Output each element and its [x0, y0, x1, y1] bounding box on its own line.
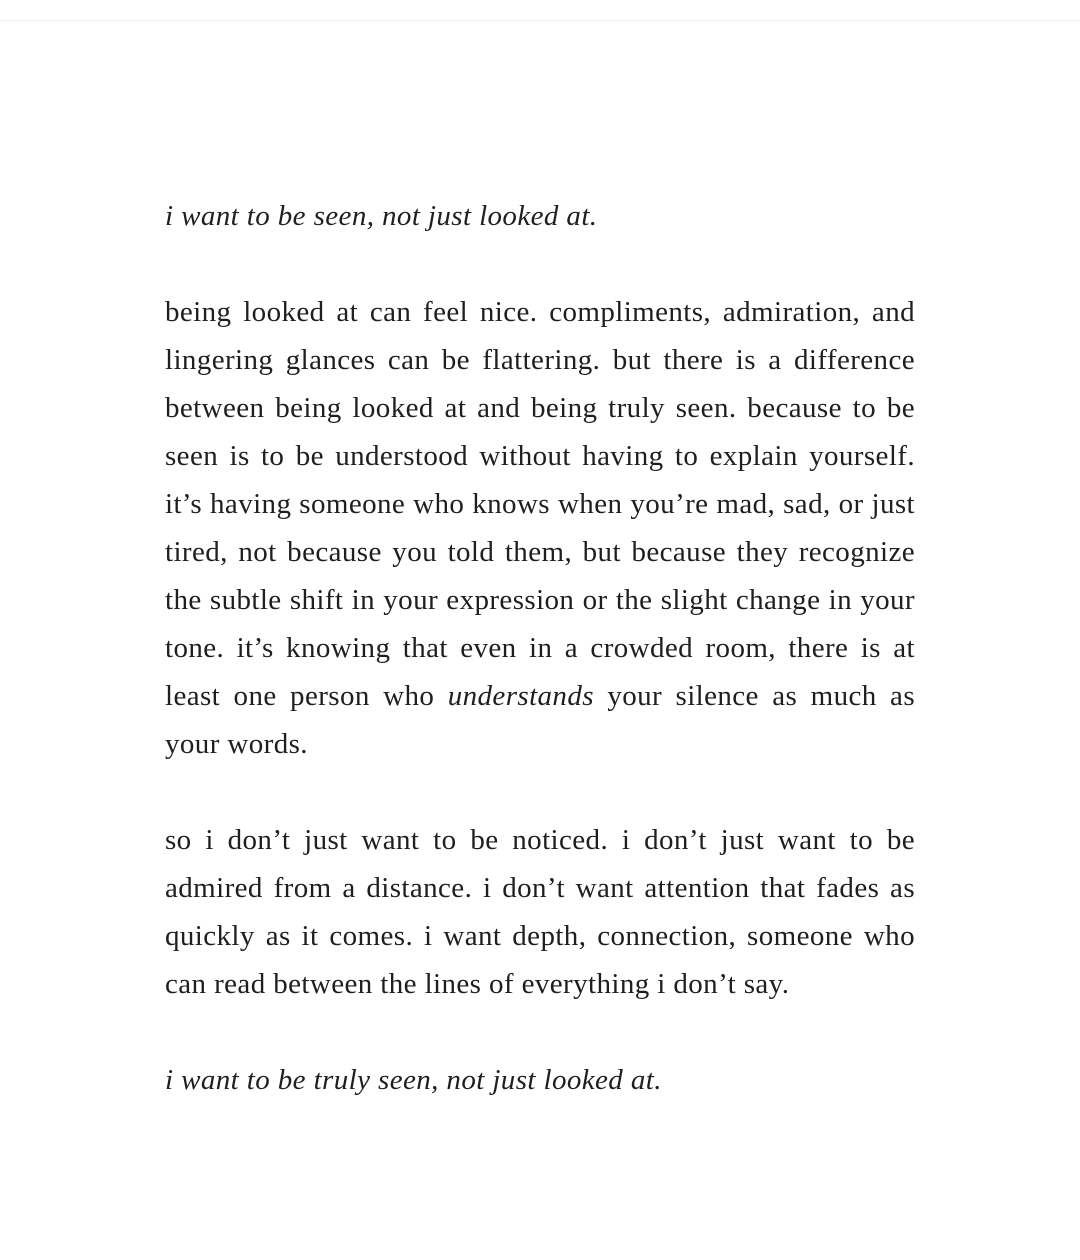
stanza-gap: [165, 768, 915, 816]
opening-line: i want to be seen, not just looked at.: [165, 200, 598, 232]
paragraph-one-text-end: your silence as much as your words.: [165, 680, 916, 760]
stanza-gap: [165, 240, 915, 288]
closing-line: i want to be truly seen, not just looked at.: [165, 1064, 662, 1096]
emphasized-word: understands: [447, 680, 594, 712]
paragraph-one-text-start: being looked at can feel nice. compliments, admiration, and lingering glances can be flattering. but there is a difference between being looked at and being truly seen. because to be seen is to be understood without having to explain yourself. it’s having someone who knows when you’re mad, sad, or just tired, not because you told them, but because they recognize the subtle shift in your expression or the slight change in your tone. it’s knowing that even in a crowded room, there is at least one person who: [165, 296, 915, 712]
top-divider: [0, 20, 1080, 21]
poem-text: [165, 192, 915, 1104]
paragraph-one: [165, 288, 915, 768]
paragraph-two: so i don’t just want to be noticed. i don’t just want to be admired from a distance. i don’t want attention that fades as quickly as it comes. i want depth, connection, someone who can read between the lines of everything i don’t say.: [165, 824, 915, 1000]
stanza-gap: [165, 1008, 915, 1056]
